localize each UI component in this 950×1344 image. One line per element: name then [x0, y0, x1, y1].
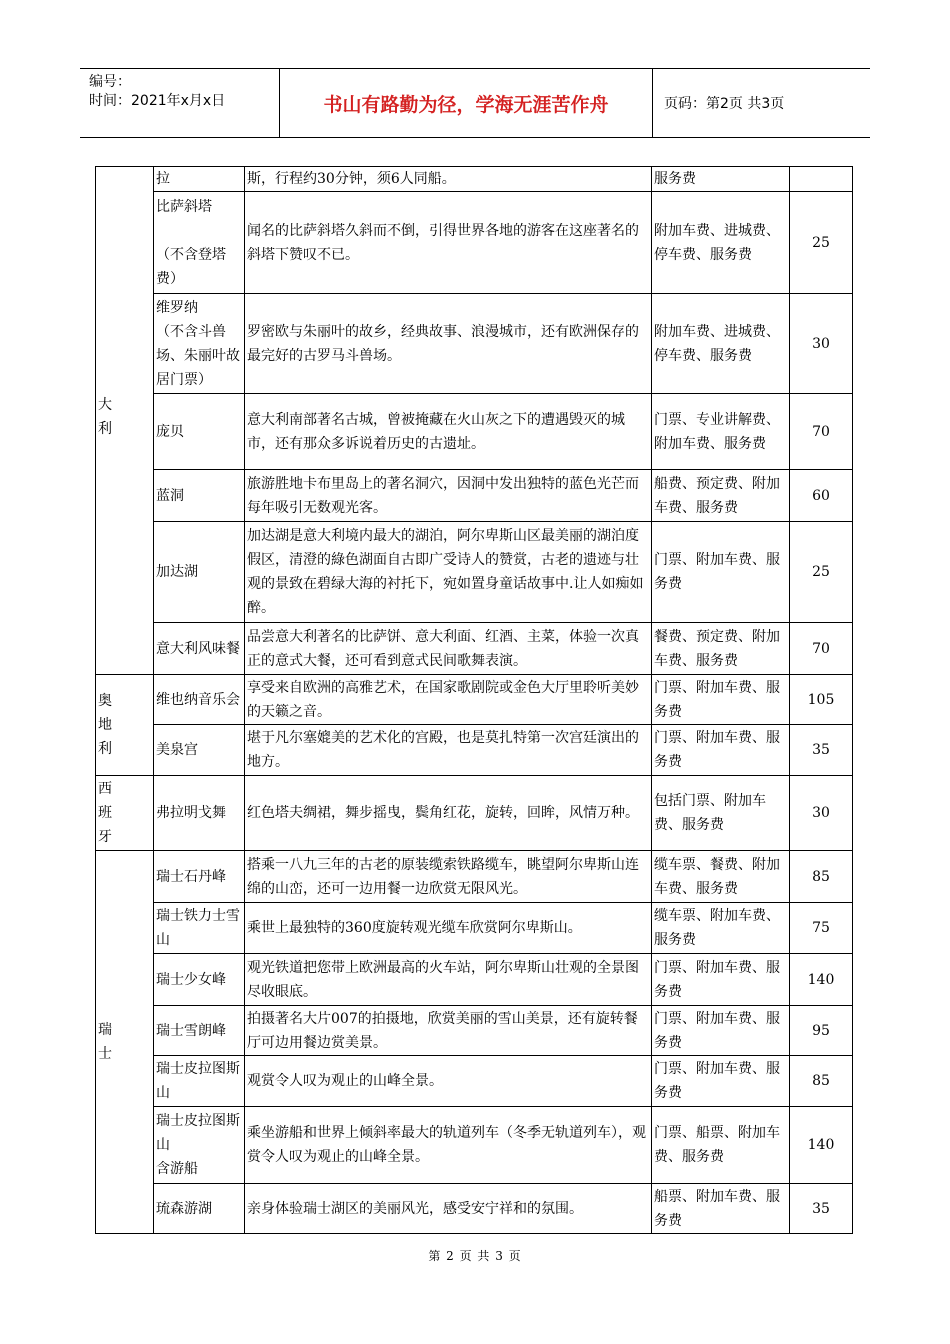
country-italy: 大 利	[98, 397, 112, 437]
attraction-name: 瑞士皮拉图斯山	[154, 1056, 245, 1107]
attraction-desc: 罗密欧与朱丽叶的故乡，经典故事、浪漫城市，还有欧洲保存的最完好的古罗马斗兽场。	[245, 294, 652, 394]
country-austria: 奥 地 利	[98, 693, 112, 757]
attraction-fees: 包括门票、附加车费、服务费	[652, 776, 790, 851]
attraction-price: 60	[790, 470, 853, 522]
attraction-fees: 门票、附加车费、服务费	[652, 1006, 790, 1056]
attraction-fees: 附加车费、进城费、停车费、服务费	[652, 192, 790, 294]
attraction-price: 85	[790, 1056, 853, 1107]
attraction-name: 维罗纳 （不含斗兽场、朱丽叶故居门票）	[154, 294, 245, 394]
attraction-fees: 门票、附加车费、服务费	[652, 725, 790, 776]
table-row	[96, 725, 853, 776]
attraction-price: 70	[790, 394, 853, 470]
attraction-desc: 搭乘一八九三年的古老的原装缆索铁路缆车，眺望阿尔卑斯山连绵的山峦，还可一边用餐一边欣赏无限风光。	[245, 851, 652, 903]
header-meta	[80, 69, 280, 137]
attraction-price: 140	[790, 1107, 853, 1184]
table-row	[96, 1107, 853, 1184]
attraction-price	[790, 167, 853, 192]
attraction-desc: 闻名的比萨斜塔久斜而不倒，引得世界各地的游客在这座著名的斜塔下赞叹不已。	[245, 192, 652, 294]
attraction-desc: 堪于凡尔塞媲美的艺术化的宫殿，也是莫扎特第一次宫廷演出的地方。	[245, 725, 652, 776]
table-row	[96, 470, 853, 522]
table-row	[96, 294, 853, 394]
attraction-price: 70	[790, 623, 853, 675]
attraction-fees: 附加车费、进城费、停车费、服务费	[652, 294, 790, 394]
attraction-price: 25	[790, 192, 853, 294]
attraction-name: 加达湖	[154, 522, 245, 623]
table-row	[96, 1056, 853, 1107]
attraction-fees: 门票、专业讲解费、附加车费、服务费	[652, 394, 790, 470]
table-row	[96, 851, 853, 903]
table-row	[96, 167, 853, 192]
attraction-desc: 亲身体验瑞士湖区的美丽风光，感受安宁祥和的氛围。	[245, 1184, 652, 1234]
attraction-fees: 门票、附加车费、服务费	[652, 954, 790, 1006]
attraction-name: 琉森游湖	[154, 1184, 245, 1234]
attraction-name: 维也纳音乐会	[154, 675, 245, 725]
attraction-name: 瑞士雪朗峰	[154, 1006, 245, 1056]
page-header	[80, 68, 870, 138]
table-row	[96, 903, 853, 954]
attraction-desc: 品尝意大利著名的比萨饼、意大利面、红酒、主菜，体验一次真正的意式大餐，还可看到意式民间歌舞表演。	[245, 623, 652, 675]
attraction-fees: 门票、附加车费、服务费	[652, 522, 790, 623]
attraction-fees: 缆车票、附加车费、服务费	[652, 903, 790, 954]
attraction-desc: 意大利南部著名古城，曾被掩藏在火山灰之下的遭遇毁灭的城市，还有那众多诉说着历史的古遗址。	[245, 394, 652, 470]
attraction-fees: 缆车票、餐费、附加车费、服务费	[652, 851, 790, 903]
table-row	[96, 675, 853, 725]
attraction-fees: 门票、附加车费、服务费	[652, 1056, 790, 1107]
attraction-fees: 餐费、预定费、附加车费、服务费	[652, 623, 790, 675]
tour-price-table	[95, 166, 853, 1234]
attraction-price: 25	[790, 522, 853, 623]
page-footer: 第 2 页 共 3 页	[428, 1249, 522, 1263]
attraction-price: 35	[790, 1184, 853, 1234]
table-row	[96, 954, 853, 1006]
attraction-name: 比萨斜塔 （不含登塔费）	[154, 192, 245, 294]
attraction-desc: 观光铁道把您带上欧洲最高的火车站，阿尔卑斯山壮观的全景图尽收眼底。	[245, 954, 652, 1006]
attraction-name: 庞贝	[154, 394, 245, 470]
attraction-fees: 船费、预定费、附加车费、服务费	[652, 470, 790, 522]
attraction-desc: 拍摄著名大片007的拍摄地，欣赏美丽的雪山美景，还有旋转餐厅可边用餐边赏美景。	[245, 1006, 652, 1056]
attraction-price: 95	[790, 1006, 853, 1056]
attraction-name: 拉	[154, 167, 245, 192]
table-row	[96, 776, 853, 851]
attraction-fees: 服务费	[652, 167, 790, 192]
attraction-fees: 门票、附加车费、服务费	[652, 675, 790, 725]
attraction-name: 蓝洞	[154, 470, 245, 522]
attraction-desc: 红色塔夫绸裙，舞步摇曳，鬓角红花，旋转，回眸，风情万种。	[245, 776, 652, 851]
attraction-price: 75	[790, 903, 853, 954]
country-switzerland: 瑞 士	[98, 1022, 112, 1062]
date-label: 时间：2021年x月x日	[89, 93, 226, 109]
attraction-desc: 斯，行程约30分钟，须6人同船。	[245, 167, 652, 192]
attraction-price: 30	[790, 294, 853, 394]
table-row	[96, 1184, 853, 1234]
attraction-fees: 船票、附加车费、服务费	[652, 1184, 790, 1234]
attraction-desc: 享受来自欧洲的高雅艺术，在国家歌剧院或金色大厅里聆听美妙的天籁之音。	[245, 675, 652, 725]
attraction-desc: 乘世上最独特的360度旋转观光缆车欣赏阿尔卑斯山。	[245, 903, 652, 954]
attraction-price: 85	[790, 851, 853, 903]
attraction-name: 美泉宫	[154, 725, 245, 776]
table-row	[96, 1006, 853, 1056]
attraction-name: 瑞士铁力士雪山	[154, 903, 245, 954]
attraction-price: 30	[790, 776, 853, 851]
attraction-fees: 门票、船票、附加车费、服务费	[652, 1107, 790, 1184]
number-label: 编号：	[89, 74, 131, 90]
attraction-desc: 观赏令人叹为观止的山峰全景。	[245, 1056, 652, 1107]
attraction-desc: 乘坐游船和世界上倾斜率最大的轨道列车（冬季无轨道列车），观赏令人叹为观止的山峰全景。	[245, 1107, 652, 1184]
attraction-name: 弗拉明戈舞	[154, 776, 245, 851]
attraction-price: 35	[790, 725, 853, 776]
attraction-desc: 加达湖是意大利境内最大的湖泊，阿尔卑斯山区最美丽的湖泊度假区，清澄的綠色湖面自古即广受诗人的赞赏，古老的遗迹与壮观的景致在碧绿大海的衬托下，宛如置身童话故事中.让人如痴如醉。	[245, 522, 652, 623]
attraction-name: 意大利风味餐	[154, 623, 245, 675]
country-spain: 西 班 牙	[98, 781, 112, 845]
attraction-name: 瑞士少女峰	[154, 954, 245, 1006]
header-slogan: 书山有路勤为径，学海无涯苦作舟	[280, 69, 653, 137]
attraction-name: 瑞士石丹峰	[154, 851, 245, 903]
attraction-name: 瑞士皮拉图斯山 含游船	[154, 1107, 245, 1184]
table-row	[96, 394, 853, 470]
table-row	[96, 522, 853, 623]
header-page-label: 页码：第2页 共3页	[664, 96, 785, 112]
attraction-price: 105	[790, 675, 853, 725]
attraction-desc: 旅游胜地卡布里岛上的著名洞穴，因洞中发出独特的蓝色光芒而每年吸引无数观光客。	[245, 470, 652, 522]
table-row	[96, 623, 853, 675]
table-row	[96, 192, 853, 294]
attraction-price: 140	[790, 954, 853, 1006]
